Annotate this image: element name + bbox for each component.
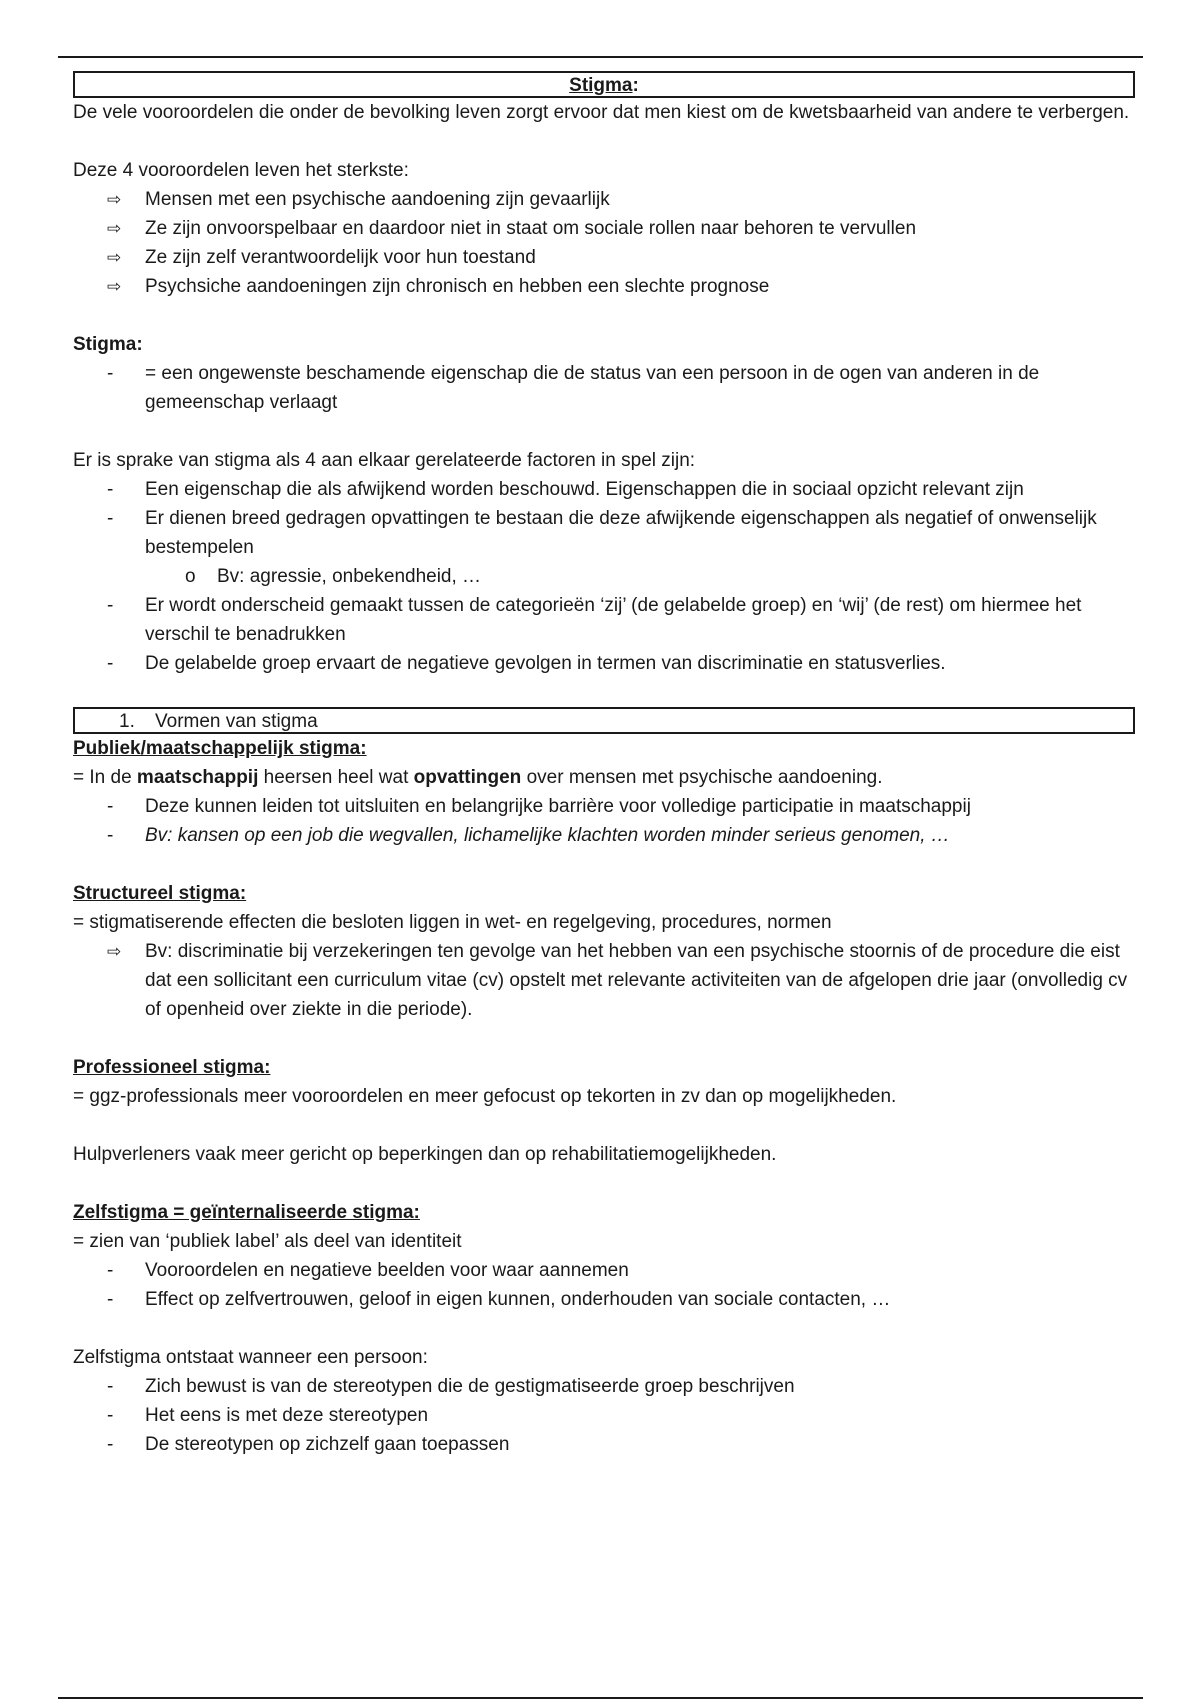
self-stigma-definition: = zien van ‘publiek label’ als deel van identiteit bbox=[73, 1231, 462, 1252]
dash-marker: - bbox=[107, 363, 114, 384]
arrow-icon: ⇨ bbox=[107, 248, 122, 267]
dash-marker: - bbox=[107, 796, 114, 817]
structural-stigma-definition: = stigmatiserende effecten die besloten liggen in wet- en regelgeving, procedures, normen bbox=[73, 912, 832, 933]
list-item: - Het eens is met deze stereotypen bbox=[73, 1401, 1135, 1430]
list-item: - De stereotypen op zichzelf gaan toepassen bbox=[73, 1430, 1135, 1459]
list-item: - Een eigenschap die als afwijkend worden beschouwd. Eigenschappen die in sociaal opzicht relevant zijn bbox=[73, 475, 1135, 504]
dash-marker: - bbox=[107, 825, 114, 846]
self-stigma-arises-lead: Zelfstigma ontstaat wanneer een persoon: bbox=[73, 1347, 428, 1368]
list-item: - Bv: kansen op een job die wegvallen, lichamelijke klachten worden minder serieus genomen, … bbox=[73, 821, 1135, 850]
dash-marker: - bbox=[107, 1405, 114, 1426]
arrow-icon: ⇨ bbox=[107, 942, 122, 961]
structural-stigma-heading: Structureel stigma: bbox=[73, 883, 247, 904]
list-item: ⇨ Psychsiche aandoeningen zijn chronisch en hebben een slechte prognose bbox=[73, 272, 1135, 301]
factors-list bbox=[73, 475, 1135, 678]
definition-list bbox=[73, 359, 1135, 417]
list-item: - Er dienen breed gedragen opvattingen te bestaan die deze afwijkende eigenschappen als negatief of onwenselijk bestempelen bbox=[73, 504, 1135, 562]
list-item: - = een ongewenste beschamende eigenschap die de status van een persoon in de ogen van anderen in de gemeenschap verlaagt bbox=[73, 359, 1135, 417]
list-item: ⇨ Mensen met een psychische aandoening zijn gevaarlijk bbox=[73, 185, 1135, 214]
circle-marker: o bbox=[185, 566, 196, 587]
list-item: - De gelabelde groep ervaart de negatieve gevolgen in termen van discriminatie en statusverlies. bbox=[73, 649, 1135, 678]
professional-stigma-heading: Professioneel stigma: bbox=[73, 1057, 271, 1078]
list-item: - Deze kunnen leiden tot uitsluiten en belangrijke barrière voor volledige participatie in maatschappij bbox=[73, 792, 1135, 821]
self-stigma-arises-list bbox=[73, 1372, 1135, 1459]
list-item: - Er wordt onderscheid gemaakt tussen de categorieën ‘zij’ (de gelabelde groep) en ‘wij’ (de rest) om hiermee het verschil te benadrukken bbox=[73, 591, 1135, 649]
self-stigma-list bbox=[73, 1256, 1135, 1314]
dash-marker: - bbox=[107, 1289, 114, 1310]
prejudice-lead: Deze 4 vooroordelen leven het sterkste: bbox=[73, 160, 409, 181]
intro-paragraph: De vele vooroordelen die onder de bevolking leven zorgt ervoor dat men kiest om de kwetsbaarheid van andere te verbergen. bbox=[73, 102, 1130, 123]
public-stigma-definition: = In de maatschappij heersen heel wat opvattingen over mensen met psychische aandoening. bbox=[73, 767, 883, 788]
arrow-icon: ⇨ bbox=[107, 277, 122, 296]
list-item: ⇨ Ze zijn onvoorspelbaar en daardoor niet in staat om sociale rollen naar behoren te vervullen bbox=[73, 214, 1135, 243]
list-item: - Vooroordelen en negatieve beelden voor waar aannemen bbox=[73, 1256, 1135, 1285]
subsection-number: 1. bbox=[119, 711, 135, 732]
dash-marker: - bbox=[107, 1434, 114, 1455]
top-rule bbox=[58, 56, 1143, 58]
subsection-title-box bbox=[73, 707, 1135, 734]
list-item: - Zich bewust is van de stereotypen die de gestigmatiseerde groep beschrijven bbox=[73, 1372, 1135, 1401]
list-item: ⇨ Ze zijn zelf verantwoordelijk voor hun toestand bbox=[73, 243, 1135, 272]
dash-marker: - bbox=[107, 508, 114, 529]
list-item: - Effect op zelfvertrouwen, geloof in eigen kunnen, onderhouden van sociale contacten, … bbox=[73, 1285, 1135, 1314]
dash-marker: - bbox=[107, 1376, 114, 1397]
prejudice-list bbox=[73, 185, 1135, 301]
bottom-rule bbox=[58, 1697, 1143, 1699]
sub-list-item: o Bv: agressie, onbekendheid, … bbox=[73, 562, 1135, 591]
dash-marker: - bbox=[107, 479, 114, 500]
stigma-heading: Stigma: bbox=[73, 334, 143, 355]
list-item: ⇨ Bv: discriminatie bij verzekeringen ten gevolge van het hebben van een psychische stoornis of de procedure die eist dat een sollicitant een curriculum vitae (cv) opstelt met relevante activiteiten van de afgelopen drie jaar (onvolledig cv of openheid over ziekte in die periode). bbox=[73, 937, 1135, 1024]
structural-stigma-list bbox=[73, 937, 1135, 1024]
public-stigma-list bbox=[73, 792, 1135, 850]
professional-stigma-definition: = ggz-professionals meer vooroordelen en meer gefocust op tekorten in zv dan op mogelijkheden. bbox=[73, 1086, 897, 1107]
factors-lead: Er is sprake van stigma als 4 aan elkaar gerelateerde factoren in spel zijn: bbox=[73, 450, 696, 471]
professional-stigma-note: Hulpverleners vaak meer gericht op beperkingen dan op rehabilitatiemogelijkheden. bbox=[73, 1144, 777, 1165]
section-title-colon: : bbox=[632, 75, 639, 96]
section-title-box bbox=[73, 71, 1135, 98]
arrow-icon: ⇨ bbox=[107, 190, 122, 209]
arrow-icon: ⇨ bbox=[107, 219, 122, 238]
document-page bbox=[73, 71, 1135, 1459]
subsection-title: Vormen van stigma bbox=[155, 711, 318, 732]
dash-marker: - bbox=[107, 653, 114, 674]
dash-marker: - bbox=[107, 1260, 114, 1281]
public-stigma-heading: Publiek/maatschappelijk stigma: bbox=[73, 738, 367, 759]
dash-marker: - bbox=[107, 595, 114, 616]
self-stigma-heading: Zelfstigma = geïnternaliseerde stigma: bbox=[73, 1202, 420, 1223]
section-title: Stigma bbox=[569, 75, 633, 96]
